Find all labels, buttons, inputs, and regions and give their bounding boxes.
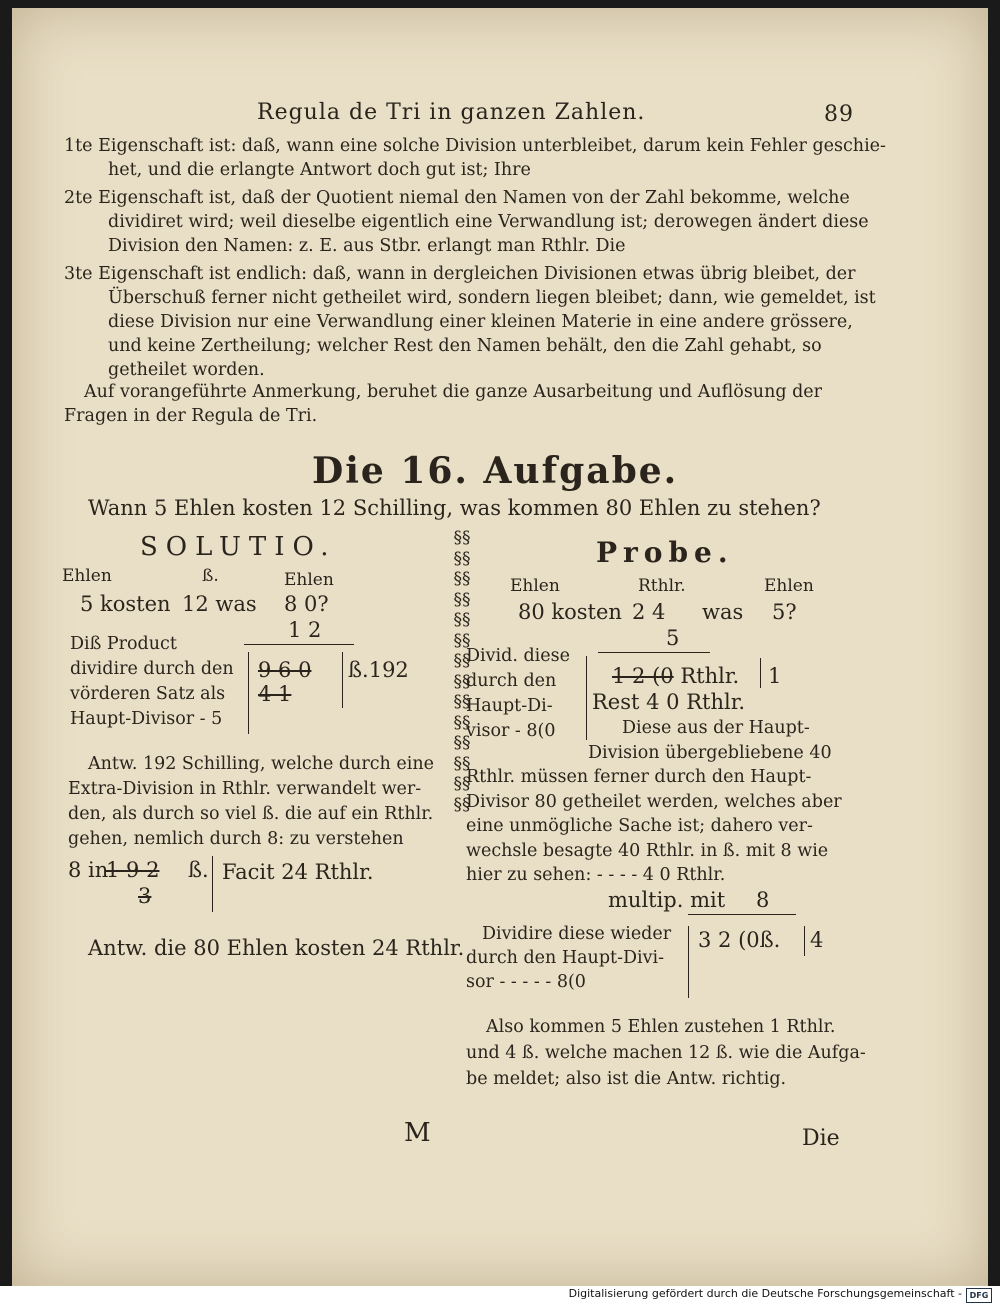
- text-line: Rthlr. müssen ferner durch den Haupt-: [466, 767, 812, 787]
- product-digits: 9 6 0: [258, 658, 312, 682]
- probe-quotient: 1: [768, 664, 782, 688]
- text-line: Haupt-Divisor - 5: [70, 709, 223, 729]
- div-digits: 1 9 2: [106, 858, 160, 882]
- text-line: eine unmögliche Sache ist; dahero ver-: [466, 816, 813, 836]
- col-header: Ehlen: [510, 576, 560, 596]
- text-line: Divid. diese: [466, 646, 570, 666]
- col-header: ß.: [202, 566, 219, 586]
- text-line: Diese aus der Haupt-: [622, 718, 810, 738]
- struck-digits: 1 2 (0: [612, 664, 674, 688]
- text-line: Antw. 192 Schilling, welche durch eine: [88, 754, 434, 774]
- multip-label: multip. mit: [608, 888, 726, 912]
- product-sub: 4 1: [258, 682, 292, 706]
- text-line: und 4 ß. welche machen 12 ß. wie die Aufga-: [466, 1043, 866, 1063]
- col-header: Ehlen: [284, 570, 334, 590]
- probe-multiplier: 5: [666, 626, 680, 650]
- text-line: hier zu sehen: - - - - 4 0 Rthlr.: [466, 865, 726, 885]
- text-line: durch den Haupt-Divi-: [466, 948, 665, 968]
- text-line: wechsle besagte 40 Rthlr. in ß. mit 8 wie: [466, 840, 829, 861]
- solutio-heading: SOLUTIO.: [140, 532, 337, 562]
- probe-explanation: [466, 716, 842, 888]
- text-line: 3te Eigenschaft ist endlich: daß, wann in dergleichen Divisionen etwas übrig bleibet, der: [64, 264, 856, 284]
- digits-unit: Rthlr.: [680, 664, 740, 688]
- section-separator: §§§§§§§§§§§§§§§§§§§§§§§§§§§§: [453, 528, 471, 815]
- probe-conclusion: [466, 1014, 866, 1092]
- property-2: [64, 186, 869, 258]
- probe-quotient-2: 4: [810, 928, 824, 952]
- division-bar: [248, 652, 249, 734]
- probe-row-item: 80 kosten: [518, 600, 622, 624]
- text-line: diese Division nur eine Verwandlung einer kleinen Materie in eine andere grössere,: [108, 312, 853, 332]
- text-line: Extra-Division in Rthlr. verwandelt wer-: [68, 779, 422, 799]
- text-line: den, als durch so viel ß. die auf ein Rthlr.: [68, 804, 434, 824]
- task-title: Die 16. Aufgabe.: [312, 450, 679, 492]
- division-bar: [342, 652, 343, 708]
- col-header: Rthlr.: [638, 576, 686, 596]
- text-line: vörderen Satz als: [70, 684, 226, 704]
- sol-row-item: 12 was: [182, 592, 257, 616]
- text-line: Division den Namen: z. E. aus Stbr. erlangt man Rthlr. Die: [108, 236, 626, 256]
- text-line: sor - - - - - 8(0: [466, 972, 586, 992]
- division-bar: [688, 926, 689, 998]
- text-line: 1te Eigenschaft ist: daß, wann eine solche Division unterbleibet, darum kein Fehler geschie-: [64, 136, 886, 156]
- probe-rest: Rest 4 0 Rthlr.: [592, 690, 746, 714]
- sol-multiplier: 1 2: [288, 618, 322, 642]
- text-line: 2te Eigenschaft ist, daß der Quotient niemal den Namen von der Zahl bekomme, welche: [64, 188, 850, 208]
- probe-label-2: [466, 922, 671, 994]
- probe-digits-2: 3 2 (0ß.: [698, 928, 781, 952]
- col-header: Ehlen: [764, 576, 814, 596]
- product-label: [70, 632, 234, 732]
- rule-line: [598, 652, 710, 653]
- facit: Facit 24 Rthlr.: [222, 860, 374, 884]
- rule-line: [688, 914, 796, 915]
- property-1: [64, 134, 886, 182]
- product-result: ß.192: [348, 658, 409, 682]
- text-line: Division übergebliebene 40: [588, 742, 832, 763]
- text-line: durch den: [466, 671, 557, 691]
- text-line: dividire durch den: [70, 659, 234, 679]
- text-line: Überschuß ferner nicht getheilet wird, sondern liegen bleibet; dann, wie gemeldet, ist: [108, 288, 876, 308]
- text-line: und keine Zertheilung; welcher Rest den Namen behält, den die Zahl gehabt, so: [108, 336, 822, 356]
- multip-value: 8: [756, 888, 770, 912]
- signature-mark: M: [404, 1118, 431, 1148]
- answer-paragraph: [68, 752, 434, 852]
- probe-row-item: 5?: [772, 600, 797, 624]
- div-sub: 3: [138, 884, 152, 908]
- division-bar: [760, 658, 761, 688]
- text-line: gehen, nemlich durch 8: zu verstehen: [68, 829, 404, 849]
- probe-digits: [612, 664, 739, 688]
- text-line: Dividire diese wieder: [482, 924, 672, 944]
- page-number: 89: [824, 102, 854, 127]
- div-unit: ß.: [188, 858, 209, 882]
- probe-heading: Probe.: [596, 536, 734, 569]
- text-line: Haupt-Di-: [466, 696, 553, 716]
- division-bar: [212, 856, 213, 912]
- text-line: be meldet; also ist die Antw. richtig.: [466, 1069, 787, 1089]
- sol-row-item: 5 kosten: [80, 592, 171, 616]
- running-title: Regula de Tri in ganzen Zahlen.: [257, 100, 646, 125]
- text-line: Diß Product: [70, 634, 177, 654]
- book-page: [12, 8, 988, 1286]
- footer-bar: [0, 1286, 1000, 1304]
- division-bar: [804, 926, 805, 956]
- dfg-logo: DFG: [966, 1288, 992, 1303]
- catchword: Die: [802, 1126, 840, 1151]
- rule-line: [244, 644, 354, 645]
- probe-row-item: was: [702, 600, 744, 624]
- probe-row-item: 2 4: [632, 600, 666, 624]
- text-line: visor - 8(0: [466, 721, 556, 741]
- final-answer: Antw. die 80 Ehlen kosten 24 Rthlr.: [88, 936, 465, 960]
- text-line: getheilet worden.: [108, 360, 265, 380]
- task-question: Wann 5 Ehlen kosten 12 Schilling, was kommen 80 Ehlen zu stehen?: [88, 496, 821, 520]
- col-header: Ehlen: [62, 566, 112, 586]
- text-line: het, und die erlangte Antwort doch gut ist; Ihre: [108, 160, 531, 180]
- property-3: [64, 262, 876, 382]
- text-line: Auf vorangeführte Anmerkung, beruhet die ganze Ausarbeitung und Auflösung der: [84, 382, 823, 402]
- div-prefix: 8 in: [68, 858, 109, 882]
- text-line: Fragen in der Regula de Tri.: [64, 406, 318, 426]
- footer-credit: Digitalisierung gefördert durch die Deutsche Forschungsgemeinschaft -: [568, 1287, 962, 1300]
- summary-paragraph: [64, 380, 823, 428]
- text-line: Also kommen 5 Ehlen zustehen 1 Rthlr.: [486, 1017, 836, 1037]
- text-line: dividiret wird; weil dieselbe eigentlich eine Verwandlung ist; derowegen ändert diese: [108, 212, 869, 232]
- text-line: Divisor 80 getheilet werden, welches aber: [466, 791, 842, 812]
- sol-row-item: 8 0?: [284, 592, 329, 616]
